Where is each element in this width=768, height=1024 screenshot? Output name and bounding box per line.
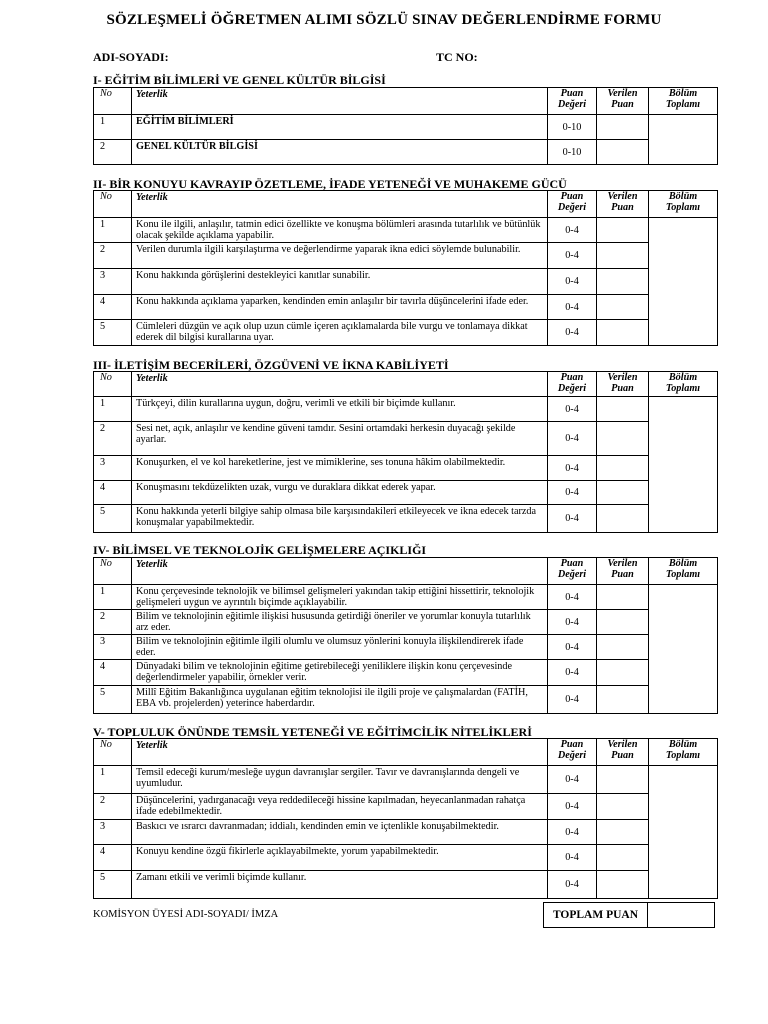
table-row — [94, 660, 718, 686]
given-score-field[interactable] — [597, 686, 649, 714]
commission-signature-label: KOMİSYON ÜYESİ ADI-SOYADI/ İMZA — [93, 909, 279, 920]
competency-text: Millî Eğitim Bakanlığınca uygulanan eğitim teknolojisi ile ilgili proje ve çalışmalardan (FATİH, EBA vb. projelerden) yeterince haberdardır. — [132, 686, 548, 714]
row-number: 3 — [94, 456, 132, 481]
header-yeterlik: Yeterlik — [132, 558, 548, 585]
section-total-field[interactable] — [649, 766, 718, 899]
header-bolum-toplami-line1: Bölüm — [668, 88, 698, 99]
header-puan-degeri — [548, 558, 597, 585]
given-score-field[interactable] — [597, 243, 649, 269]
score-range: 0-4 — [548, 585, 597, 610]
competency-text: Konu hakkında açıklama yaparken, kendinden emin anlaşılır bir tavırla düşüncelerini ifade eder. — [132, 295, 548, 320]
row-number: 4 — [94, 845, 132, 871]
section-total-field[interactable] — [649, 585, 718, 714]
row-number: 1 — [94, 766, 132, 794]
table-row — [94, 794, 718, 820]
section-total-field[interactable] — [649, 218, 718, 346]
header-bolum-toplami-line1: Bölüm — [668, 191, 698, 202]
given-score-field[interactable] — [597, 660, 649, 686]
header-puan-degeri-line1: Puan — [560, 191, 584, 202]
table-header-row — [94, 191, 718, 218]
header-verilen-puan-line1: Verilen — [607, 372, 638, 383]
header-verilen-puan-line2: Puan — [611, 99, 634, 110]
score-range: 0-4 — [548, 456, 597, 481]
table-row — [94, 820, 718, 845]
header-bolum-toplami-line2: Toplamı — [665, 202, 701, 213]
score-range: 0-4 — [548, 635, 597, 660]
row-number: 1 — [94, 397, 132, 422]
header-verilen-puan-line1: Verilen — [607, 558, 638, 569]
row-number: 4 — [94, 481, 132, 505]
header-puan-degeri-line2: Değeri — [557, 383, 587, 394]
header-puan-degeri — [548, 372, 597, 397]
row-number: 4 — [94, 660, 132, 686]
table-row — [94, 585, 718, 610]
header-puan-degeri-line1: Puan — [560, 739, 584, 750]
competency-text: Verilen durumla ilgili karşılaştırma ve değerlendirme yaparak ikna edici söylemde bulunabilir. — [132, 243, 548, 269]
score-range: 0-4 — [548, 243, 597, 269]
table-header-row — [94, 739, 718, 766]
given-score-field[interactable] — [597, 610, 649, 635]
header-bolum-toplami-line1: Bölüm — [668, 372, 698, 383]
header-verilen-puan-line2: Puan — [611, 750, 634, 761]
table-row — [94, 871, 718, 899]
header-bolum-toplami-line2: Toplamı — [665, 383, 701, 394]
competency-text: Konu çerçevesinde teknolojik ve bilimsel gelişmeleri yakından takip ettiğini hissettirir, teknolojik gelişmeleri uygun ve ayrıntılı biçimde açıklayabilir. — [132, 585, 548, 610]
competency-text: Bilim ve teknolojinin eğitimle ilişkisi hususunda getirdiği öneriler ve yorumlar konuyla tutarlılık arz eder. — [132, 610, 548, 635]
given-score-field[interactable] — [597, 635, 649, 660]
header-verilen-puan — [597, 191, 649, 218]
section-title: IV- BİLİMSEL VE TEKNOLOJİK GELİŞMELERE AÇIKLIĞI — [93, 543, 427, 557]
competency-text: Temsil edeceği kurum/mesleğe uygun davranışlar sergiler. Tavır ve davranışlarında dengeli ve uyumludur. — [132, 766, 548, 794]
table-row — [94, 422, 718, 456]
header-verilen-puan — [597, 88, 649, 115]
row-number: 3 — [94, 820, 132, 845]
score-range: 0-4 — [548, 295, 597, 320]
section-total-field[interactable] — [649, 397, 718, 533]
given-score-field[interactable] — [597, 456, 649, 481]
header-no: No — [94, 558, 132, 585]
table-row — [94, 481, 718, 505]
table-row — [94, 610, 718, 635]
header-puan-degeri-line2: Değeri — [557, 569, 587, 580]
score-range: 0-4 — [548, 610, 597, 635]
competency-text: Türkçeyi, dilin kurallarına uygun, doğru, verimli ve etkili bir biçimde kullanır. — [132, 397, 548, 422]
table-row — [94, 243, 718, 269]
given-score-field[interactable] — [597, 269, 649, 295]
header-bolum-toplami-line2: Toplamı — [665, 99, 701, 110]
score-range: 0-4 — [548, 218, 597, 243]
table-row — [94, 320, 718, 346]
score-range: 0-4 — [548, 422, 597, 456]
header-verilen-puan-line2: Puan — [611, 202, 634, 213]
header-bolum-toplami — [649, 88, 718, 115]
row-number: 1 — [94, 585, 132, 610]
given-score-field[interactable] — [597, 820, 649, 845]
header-verilen-puan-line1: Verilen — [607, 191, 638, 202]
header-verilen-puan — [597, 739, 649, 766]
total-score-label: TOPLAM PUAN — [544, 903, 648, 927]
row-number: 5 — [94, 320, 132, 346]
table-row — [94, 766, 718, 794]
header-verilen-puan-line1: Verilen — [607, 88, 638, 99]
given-score-field[interactable] — [597, 115, 649, 140]
header-no: No — [94, 372, 132, 397]
header-puan-degeri — [548, 191, 597, 218]
table-header-row — [94, 372, 718, 397]
section-table — [93, 87, 718, 165]
row-number: 5 — [94, 686, 132, 714]
given-score-field[interactable] — [597, 505, 649, 533]
given-score-field[interactable] — [597, 218, 649, 243]
header-bolum-toplami — [649, 191, 718, 218]
table-row — [94, 218, 718, 243]
competency-text: Konu hakkında yeterli bilgiye sahip olmasa bile karşısındakileri etkileyecek ve ikna edecek tarzda konuşmalar yapabilmektedir. — [132, 505, 548, 533]
table-row — [94, 686, 718, 714]
row-number: 5 — [94, 871, 132, 899]
given-score-field[interactable] — [597, 422, 649, 456]
section-total-field[interactable] — [649, 115, 718, 165]
table-row — [94, 397, 718, 422]
header-verilen-puan — [597, 372, 649, 397]
given-score-field[interactable] — [597, 140, 649, 165]
section-title: V- TOPLULUK ÖNÜNDE TEMSİL YETENEĞİ VE EĞİTİMCİLİK NİTELİKLERİ — [93, 725, 532, 739]
tc-no-label: TC NO: — [436, 50, 478, 64]
competency-text: Dünyadaki bilim ve teknolojinin eğitime getirebileceği yeniliklere ilişkin konu çerçevesinde değerlendirmeler yapabilir, örnekler verir. — [132, 660, 548, 686]
competency-text: Konu ile ilgili, anlaşılır, tatmin edici özellikte ve konuşma bölümleri arasında tutarlılık ve bütünlük olacak şekilde açıklama yapabilir. — [132, 218, 548, 243]
row-number: 1 — [94, 218, 132, 243]
table-row — [94, 456, 718, 481]
table-header-row — [94, 88, 718, 115]
given-score-field[interactable] — [597, 766, 649, 794]
competency-text: EĞİTİM BİLİMLERİ — [132, 115, 548, 140]
header-bolum-toplami-line2: Toplamı — [665, 569, 701, 580]
score-range: 0-4 — [548, 397, 597, 422]
competency-text: Sesi net, açık, anlaşılır ve kendine güveni tamdır. Sesini ortamdaki herkesin duyacağı şekilde ayarlar. — [132, 422, 548, 456]
given-score-field[interactable] — [597, 845, 649, 871]
row-number: 4 — [94, 295, 132, 320]
table-row — [94, 269, 718, 295]
score-range: 0-4 — [548, 660, 597, 686]
given-score-field[interactable] — [597, 397, 649, 422]
score-range: 0-4 — [548, 766, 597, 794]
header-yeterlik: Yeterlik — [132, 372, 548, 397]
score-range: 0-4 — [548, 820, 597, 845]
header-puan-degeri-line2: Değeri — [557, 202, 587, 213]
header-puan-degeri — [548, 739, 597, 766]
given-score-field[interactable] — [597, 295, 649, 320]
header-yeterlik: Yeterlik — [132, 739, 548, 766]
row-number: 2 — [94, 794, 132, 820]
competency-text: Cümleleri düzgün ve açık olup uzun cümle içeren açıklamalarda bile vurgu ve tonlamaya dikkat ederek dil bilgisi kurallarına uyar. — [132, 320, 548, 346]
score-range: 0-10 — [548, 140, 597, 165]
given-score-field[interactable] — [597, 320, 649, 346]
header-verilen-puan — [597, 558, 649, 585]
competency-text: Düşüncelerini, yadırganacağı veya reddedileceği hissine kapılmadan, heyecanlanmadan rahatça ifade edebilmektedir. — [132, 794, 548, 820]
header-puan-degeri-line1: Puan — [560, 372, 584, 383]
given-score-field[interactable] — [597, 794, 649, 820]
header-no: No — [94, 191, 132, 218]
section-title: II- BİR KONUYU KAVRAYIP ÖZETLEME, İFADE YETENEĞİ VE MUHAKEME GÜCÜ — [93, 177, 567, 191]
header-puan-degeri-line1: Puan — [560, 558, 584, 569]
row-number: 3 — [94, 635, 132, 660]
score-range: 0-4 — [548, 794, 597, 820]
competency-text: Konuşmasını tekdüzelikten uzak, vurgu ve duraklara dikkat ederek yapar. — [132, 481, 548, 505]
header-no: No — [94, 739, 132, 766]
header-bolum-toplami-line2: Toplamı — [665, 750, 701, 761]
row-number: 3 — [94, 269, 132, 295]
score-range: 0-4 — [548, 871, 597, 899]
section-title: III- İLETİŞİM BECERİLERİ, ÖZGÜVENİ VE İKNA KABİLİYETİ — [93, 358, 449, 372]
score-range: 0-4 — [548, 845, 597, 871]
score-range: 0-10 — [548, 115, 597, 140]
header-no: No — [94, 88, 132, 115]
header-yeterlik: Yeterlik — [132, 88, 548, 115]
header-puan-degeri — [548, 88, 597, 115]
row-number: 2 — [94, 422, 132, 456]
section-table — [93, 371, 718, 533]
given-score-field[interactable] — [597, 871, 649, 899]
header-puan-degeri-line2: Değeri — [557, 99, 587, 110]
given-score-field[interactable] — [597, 481, 649, 505]
table-row — [94, 115, 718, 140]
header-bolum-toplami — [649, 739, 718, 766]
competency-text: Konuyu kendine özgü fikirlerle açıklayabilmekte, yorum yapabilmektedir. — [132, 845, 548, 871]
header-bolum-toplami-line1: Bölüm — [668, 558, 698, 569]
header-bolum-toplami — [649, 372, 718, 397]
header-verilen-puan-line2: Puan — [611, 383, 634, 394]
competency-text: Konuşurken, el ve kol hareketlerine, jest ve mimiklerine, ses tonuna hâkim olabilmektedir. — [132, 456, 548, 481]
competency-text: Konu hakkında görüşlerini destekleyici kanıtlar sunabilir. — [132, 269, 548, 295]
table-row — [94, 140, 718, 165]
row-number: 1 — [94, 115, 132, 140]
header-bolum-toplami-line1: Bölüm — [668, 739, 698, 750]
competency-text: GENEL KÜLTÜR BİLGİSİ — [132, 140, 548, 165]
row-number: 2 — [94, 243, 132, 269]
row-number: 2 — [94, 140, 132, 165]
total-score-box — [543, 902, 715, 928]
competency-text: Baskıcı ve ısrarcı davranmadan; iddialı, kendinden emin ve içtenlikle konuşabilmektedir. — [132, 820, 548, 845]
header-verilen-puan-line1: Verilen — [607, 739, 638, 750]
score-range: 0-4 — [548, 505, 597, 533]
table-row — [94, 505, 718, 533]
section-table — [93, 190, 718, 346]
section-table — [93, 557, 718, 714]
score-range: 0-4 — [548, 269, 597, 295]
score-range: 0-4 — [548, 320, 597, 346]
total-score-field[interactable] — [648, 903, 714, 927]
competency-text: Bilim ve teknolojinin eğitimle ilgili olumlu ve olumsuz yönlerini konuyla ilişkilendirerek ifade eder. — [132, 635, 548, 660]
score-range: 0-4 — [548, 481, 597, 505]
competency-text: Zamanı etkili ve verimli biçimde kullanır. — [132, 871, 548, 899]
table-row — [94, 845, 718, 871]
section-title: I- EĞİTİM BİLİMLERİ VE GENEL KÜLTÜR BİLGİSİ — [93, 73, 386, 87]
header-puan-degeri-line1: Puan — [560, 88, 584, 99]
row-number: 5 — [94, 505, 132, 533]
form-title: SÖZLEŞMELİ ÖĞRETMEN ALIMI SÖZLÜ SINAV DEĞERLENDİRME FORMU — [106, 12, 662, 28]
table-row — [94, 295, 718, 320]
header-puan-degeri-line2: Değeri — [557, 750, 587, 761]
table-row — [94, 635, 718, 660]
score-range: 0-4 — [548, 686, 597, 714]
ad-soyadi-label: ADI-SOYADI: — [93, 50, 169, 64]
header-yeterlik: Yeterlik — [132, 191, 548, 218]
row-number: 2 — [94, 610, 132, 635]
section-table — [93, 738, 718, 899]
header-bolum-toplami — [649, 558, 718, 585]
table-header-row — [94, 558, 718, 585]
given-score-field[interactable] — [597, 585, 649, 610]
header-verilen-puan-line2: Puan — [611, 569, 634, 580]
